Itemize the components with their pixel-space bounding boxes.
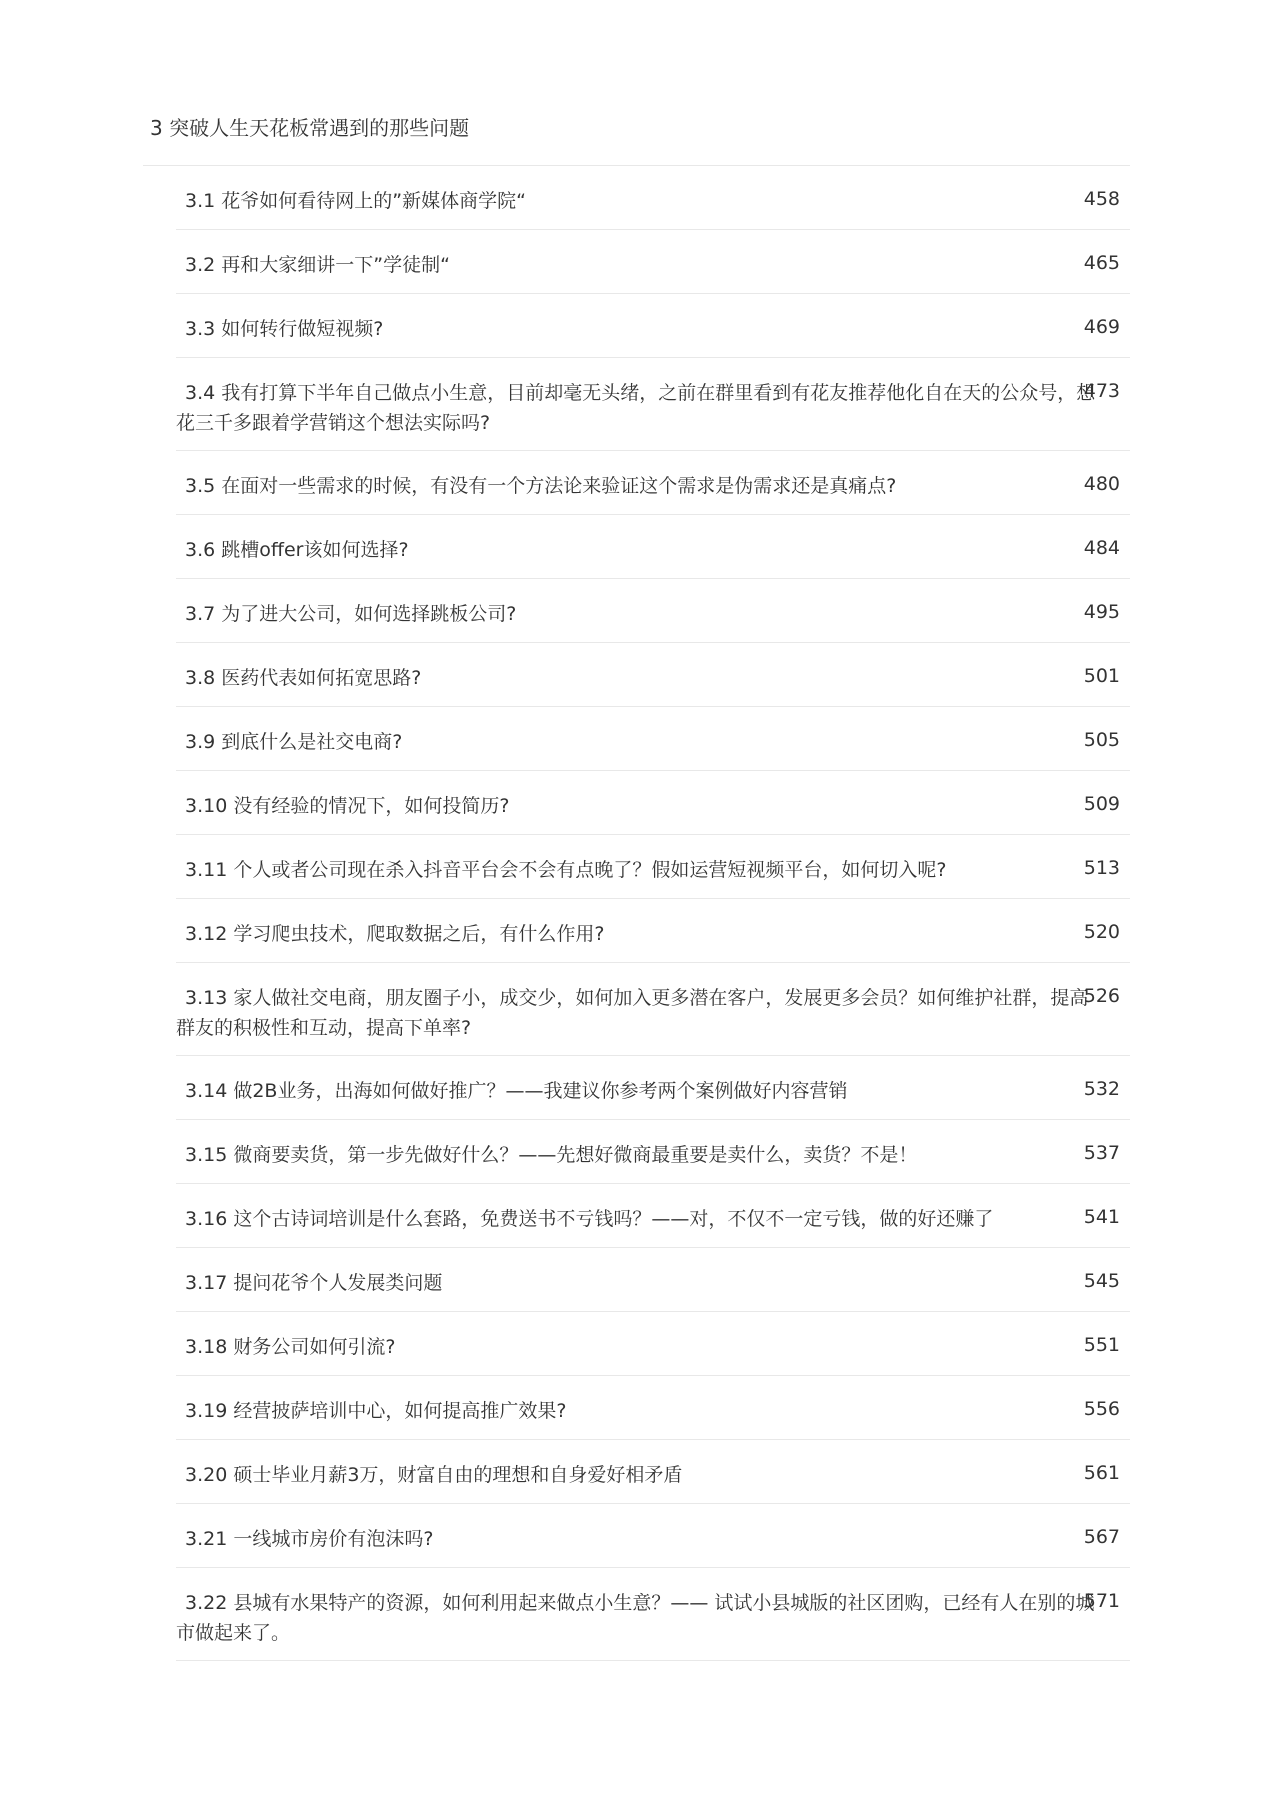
toc-entry[interactable]	[176, 1312, 1130, 1376]
toc-entry[interactable]	[176, 1120, 1130, 1184]
toc-entry-page: 526	[1083, 985, 1120, 1007]
toc-entry-title: 3.17 提问花爷个人发展类问题	[185, 1272, 443, 1294]
toc-entry[interactable]	[176, 230, 1130, 294]
toc-entry[interactable]	[176, 1248, 1130, 1312]
toc-entry-page: 473	[1083, 380, 1120, 402]
toc-entry[interactable]	[176, 451, 1130, 515]
toc-entry[interactable]	[176, 579, 1130, 643]
toc-entry-page: 520	[1083, 921, 1120, 943]
toc-entry-page: 541	[1083, 1206, 1120, 1228]
toc-entry-title: 3.12 学习爬虫技术，爬取数据之后，有什么作用?	[185, 923, 605, 945]
toc-entry-page: 513	[1083, 857, 1120, 879]
toc-entry-page: 501	[1083, 665, 1120, 687]
toc-entry[interactable]	[176, 1376, 1130, 1440]
toc-entry[interactable]	[176, 1440, 1130, 1504]
toc-entry[interactable]	[176, 358, 1130, 451]
toc-entry-title: 3.14 做2B业务，出海如何做好推广？——我建议你参考两个案例做好内容营销	[185, 1080, 848, 1102]
toc-entry-title: 3.3 如何转行做短视频?	[185, 318, 384, 340]
toc-entry[interactable]	[176, 166, 1130, 230]
section-title: 3 突破人生天花板常遇到的那些问题	[150, 116, 470, 140]
toc-entry-page: 567	[1083, 1526, 1120, 1548]
toc-entry-page: 556	[1083, 1398, 1120, 1420]
toc-entry-title: 3.10 没有经验的情况下，如何投简历?	[185, 795, 510, 817]
toc-entry-title: 3.8 医药代表如何拓宽思路?	[185, 667, 422, 689]
toc-entry-page: 465	[1083, 252, 1120, 274]
toc-entry-title: 3.4 我有打算下半年自己做点小生意，目前却毫无头绪，之前在群里看到有花友推荐他化自在天的公众号，想花三千多跟着学营销这个想法实际吗?	[176, 382, 1096, 434]
toc-entry-title: 3.20 硕士毕业月薪3万，财富自由的理想和自身爱好相矛盾	[185, 1464, 683, 1486]
toc-entry-page: 509	[1083, 793, 1120, 815]
toc-entry[interactable]	[176, 1568, 1130, 1661]
table-of-contents	[176, 166, 1130, 1661]
toc-entry-page: 495	[1083, 601, 1120, 623]
toc-entry[interactable]	[176, 1056, 1130, 1120]
toc-entry[interactable]	[176, 963, 1130, 1056]
toc-entry[interactable]	[176, 294, 1130, 358]
toc-entry-title: 3.18 财务公司如何引流?	[185, 1336, 396, 1358]
toc-entry-title: 3.13 家人做社交电商，朋友圈子小，成交少，如何加入更多潜在客户，发展更多会员？如何维护社群，提高群友的积极性和互动，提高下单率?	[176, 987, 1089, 1039]
toc-entry-page: 484	[1083, 537, 1120, 559]
toc-entry-title: 3.2 再和大家细讲一下”学徒制“	[185, 254, 450, 276]
toc-entry[interactable]	[176, 515, 1130, 579]
toc-entry[interactable]	[176, 1184, 1130, 1248]
toc-entry-page: 545	[1083, 1270, 1120, 1292]
toc-entry-title: 3.19 经营披萨培训中心，如何提高推广效果?	[185, 1400, 567, 1422]
toc-entry-title: 3.5 在面对一些需求的时候，有没有一个方法论来验证这个需求是伪需求还是真痛点?	[185, 475, 897, 497]
toc-entry-title: 3.15 微商要卖货，第一步先做好什么？——先想好微商最重要是卖什么，卖货？不是！	[185, 1144, 918, 1166]
toc-entry[interactable]	[176, 1504, 1130, 1568]
toc-entry-title: 3.1 花爷如何看待网上的”新媒体商学院“	[185, 190, 526, 212]
toc-entry-page: 458	[1083, 188, 1120, 210]
toc-entry-page: 480	[1083, 473, 1120, 495]
toc-entry-title: 3.16 这个古诗词培训是什么套路，免费送书不亏钱吗？——对，不仅不一定亏钱，做的好还赚了	[185, 1208, 994, 1230]
toc-entry[interactable]	[176, 899, 1130, 963]
toc-entry[interactable]	[176, 835, 1130, 899]
toc-entry[interactable]	[176, 707, 1130, 771]
toc-entry-title: 3.9 到底什么是社交电商?	[185, 731, 403, 753]
toc-entry-title: 3.6 跳槽offer该如何选择?	[185, 539, 409, 561]
toc-entry-page: 571	[1083, 1590, 1120, 1612]
toc-entry-page: 561	[1083, 1462, 1120, 1484]
toc-entry[interactable]	[176, 771, 1130, 835]
toc-entry-title: 3.21 一线城市房价有泡沫吗?	[185, 1528, 434, 1550]
toc-entry-page: 537	[1083, 1142, 1120, 1164]
toc-entry-page: 505	[1083, 729, 1120, 751]
toc-entry-title: 3.7 为了进大公司，如何选择跳板公司?	[185, 603, 517, 625]
toc-entry-title: 3.11 个人或者公司现在杀入抖音平台会不会有点晚了？假如运营短视频平台，如何切入呢?	[185, 859, 947, 881]
toc-entry-title: 3.22 县城有水果特产的资源，如何利用起来做点小生意？—— 试试小县城版的社区团购，已经有人在别的城市做起来了。	[176, 1592, 1095, 1644]
toc-entry[interactable]	[176, 643, 1130, 707]
toc-entry-page: 532	[1083, 1078, 1120, 1100]
toc-entry-page: 551	[1083, 1334, 1120, 1356]
toc-entry-page: 469	[1083, 316, 1120, 338]
